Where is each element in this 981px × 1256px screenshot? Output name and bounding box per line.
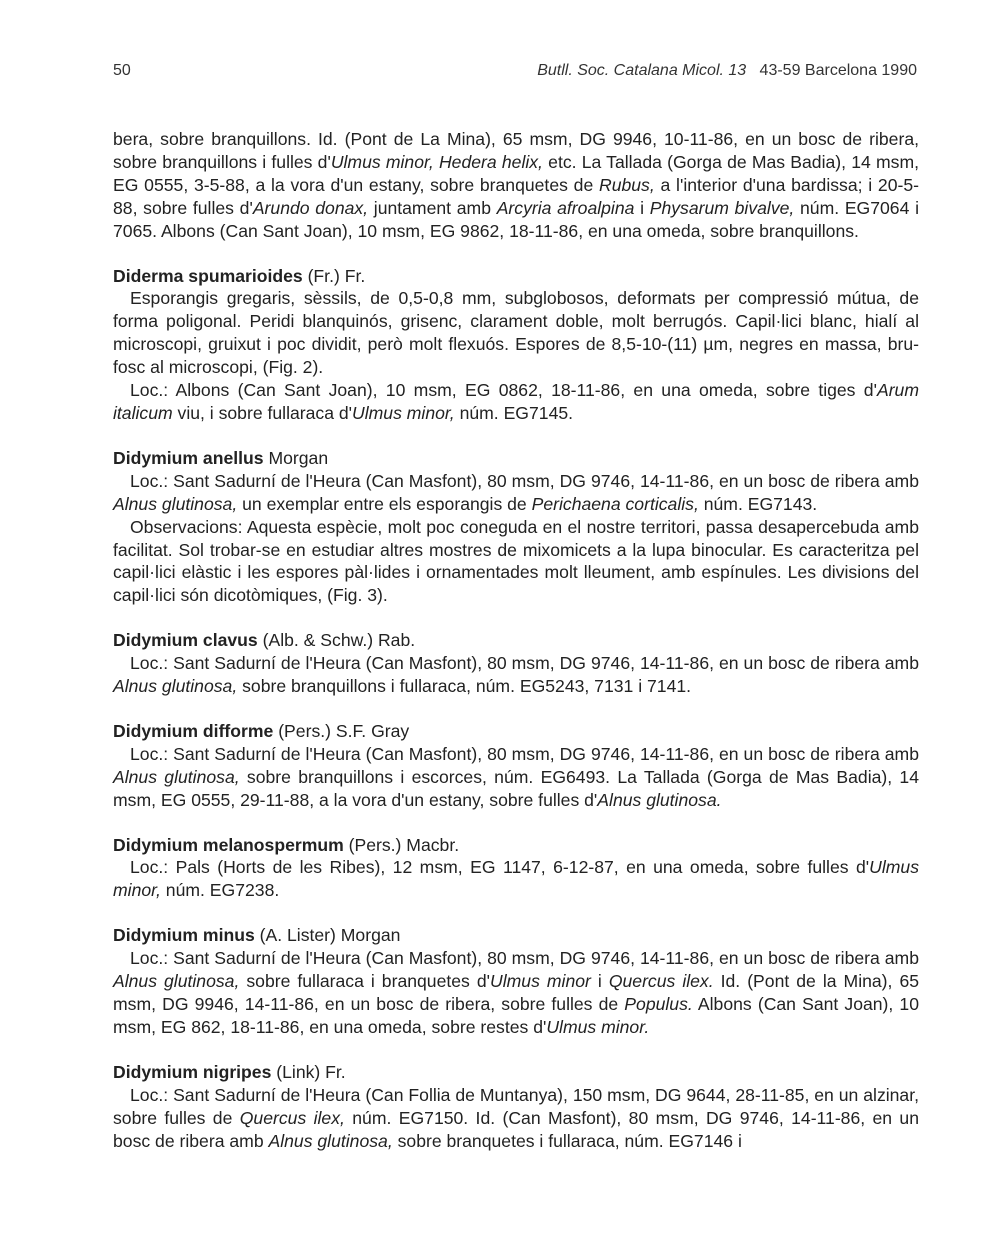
species-entry-didymium-difforme bbox=[113, 720, 919, 812]
species-heading bbox=[113, 629, 919, 652]
journal-pages: 43-59 Barcelona 1990 bbox=[759, 62, 917, 79]
species-name: Didymium anellus bbox=[113, 447, 264, 468]
species-name: Diderma spumarioides bbox=[113, 265, 303, 286]
species-entry-didymium-nigripes bbox=[113, 1061, 919, 1153]
species-author: (Link) Fr. bbox=[271, 1061, 346, 1082]
species-localities: Loc.: Sant Sadurní de l'Heura (Can Masfont), 80 msm, DG 9746, 14-11-86, en un bosc de ribera amb Alnus glutinosa, un exemplar entre els esporangis de Perichaena corticalis, núm. EG7143. bbox=[113, 470, 919, 514]
species-localities: Loc.: Pals (Horts de les Ribes), 12 msm, EG 1147, 6-12-87, en una omeda, sobre fulles d'Ulmus minor, núm. EG7238. bbox=[113, 857, 919, 901]
species-author: Morgan bbox=[263, 447, 329, 468]
species-localities: Loc.: Sant Sadurní de l'Heura (Can Masfont), 80 msm, DG 9746, 14-11-86, en un bosc de ribera amb Alnus glutinosa, sobre fullaraca i branquetes d'Ulmus minor i Quercus ilex. Id. (Pont de la Mina), 65 msm, DG 9946, 14-11-86, en un bosc de ribera, sobre fulles de Populus. Albons (Can Sant Joan), 10 msm, EG 862, 18-11-86, en una omeda, sobre restes d'Ulmus minor. bbox=[113, 948, 920, 1037]
species-localities: Loc.: Sant Sadurní de l'Heura (Can Masfont), 80 msm, DG 9746, 14-11-86, en un bosc de ribera amb Alnus glutinosa, sobre branquillons i fullaraca, núm. EG5243, 7131 i 7141. bbox=[113, 653, 919, 697]
species-description: Esporangis gregaris, sèssils, de 0,5-0,8 mm, subglobosos, deformats per compressió mútua, de forma poligonal. Peridi blanquinós, grisenc, clarament doble, molt berrugós. Capil·lici blanc, hialí al microscopi, gruixut i poc dividit, però molt flexuós. Espores de 8,5-10-(11) µm, negres en massa, bru-fosc al microscopi, (Fig. 2). bbox=[113, 288, 919, 378]
species-name: Didymium clavus bbox=[113, 630, 258, 651]
species-entry-didymium-minus bbox=[113, 924, 919, 1039]
species-entry-didymium-clavus bbox=[113, 629, 919, 698]
species-entry-diderma-spumarioides bbox=[113, 265, 919, 425]
species-entry-didymium-anellus bbox=[113, 447, 919, 607]
species-author: (Pers.) Macbr. bbox=[343, 834, 460, 855]
species-localities: Loc.: Sant Sadurní de l'Heura (Can Masfont), 80 msm, DG 9746, 14-11-86, en un bosc de ribera amb Alnus glutinosa, sobre branquillons i escorces, núm. EG6493. La Tallada (Gorga de Mas Badia), 14 msm, EG 0555, 29-11-88, a la vora d'un estany, sobre fulles d'Alnus glutinosa. bbox=[113, 743, 919, 810]
species-author: (Pers.) S.F. Gray bbox=[273, 720, 410, 741]
species-name: Didymium minus bbox=[113, 925, 255, 946]
running-header bbox=[113, 62, 917, 80]
species-heading bbox=[113, 834, 919, 857]
journal-citation bbox=[537, 62, 917, 80]
species-name: Didymium difforme bbox=[113, 720, 274, 741]
species-localities: Loc.: Albons (Can Sant Joan), 10 msm, EG 0862, 18-11-86, en una omeda, sobre tiges d'Arum italicum viu, i sobre fullaraca d'Ulmus minor, núm. EG7145. bbox=[113, 380, 919, 423]
species-author: (Alb. & Schw.) Rab. bbox=[257, 630, 416, 651]
species-author: (Fr.) Fr. bbox=[302, 265, 366, 286]
journal-name: Butll. Soc. Catalana Micol. 13 bbox=[537, 62, 747, 79]
species-name: Didymium melanospermum bbox=[113, 834, 344, 855]
article-body bbox=[113, 128, 919, 1152]
species-name: Didymium nigripes bbox=[113, 1061, 272, 1082]
species-heading bbox=[113, 265, 919, 288]
species-localities: Loc.: Sant Sadurní de l'Heura (Can Follia de Muntanya), 150 msm, DG 9644, 28-11-85, en un alzinar, sobre fulles de Quercus ilex, núm. EG7150. Id. (Can Masfont), 80 msm, DG 9746, 14-11-86, en un bosc de ribera amb Alnus glutinosa, sobre branquetes i fullaraca, núm. EG7146 i bbox=[113, 1084, 919, 1151]
species-heading bbox=[113, 447, 919, 470]
species-entry-didymium-melanospermum bbox=[113, 834, 919, 903]
species-heading bbox=[113, 1061, 919, 1084]
species-observations: Observacions: Aquesta espècie, molt poc coneguda en el nostre territori, passa desapercebuda amb facilitat. Sol trobar-se en estudiar altres mostres de mixomicets a la lupa binocular. Es caracteritza pel capil·lici elàstic i les espores pàl·lides i ornamentades molt lleument, amb espínules. Les divisions del capil·lici són dicotòmiques, (Fig. 3). bbox=[113, 516, 919, 606]
page-number: 50 bbox=[113, 62, 131, 79]
continued-paragraph: bera, sobre branquillons. Id. (Pont de La Mina), 65 msm, DG 9946, 10-11-86, en un bosc de ribera, sobre branquillons i fulles d'Ulmus minor, Hedera helix, etc. La Tallada (Gorga de Mas Badia), 14 msm, EG 0555, 3-5-88, a la vora d'un estany, sobre branquetes de Rubus, a l'interior d'una bardissa; i 20-5-88, sobre fulles d'Arundo donax, juntament amb Arcyria afroalpina i Physarum bivalve, núm. EG7064 i 7065. Albons (Can Sant Joan), 10 msm, EG 9862, 18-11-86, en una omeda, sobre branquillons. bbox=[113, 129, 919, 241]
species-author: (A. Lister) Morgan bbox=[254, 925, 401, 946]
species-heading bbox=[113, 720, 919, 743]
species-heading bbox=[113, 924, 919, 947]
